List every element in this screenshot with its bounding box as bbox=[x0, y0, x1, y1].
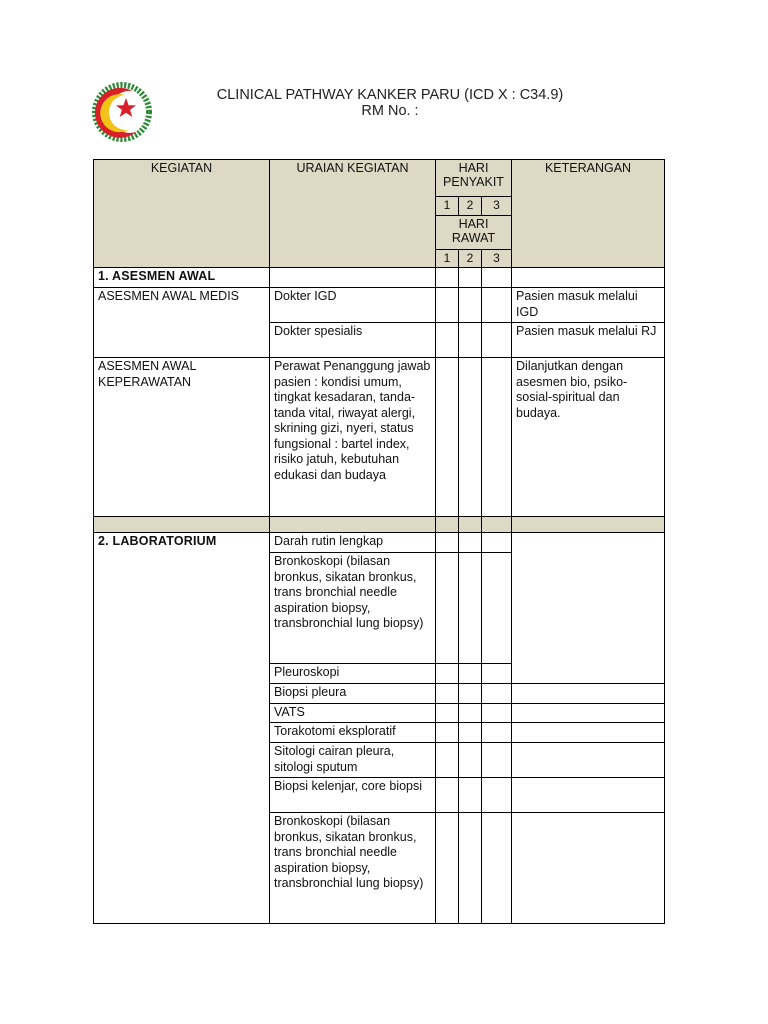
blank-cell bbox=[270, 268, 436, 288]
day-cell bbox=[436, 684, 459, 704]
separator-cell bbox=[436, 517, 459, 533]
keterangan-cell bbox=[512, 533, 665, 684]
penyakit-day-2: 2 bbox=[459, 197, 482, 216]
blank-cell bbox=[512, 268, 665, 288]
day-cell bbox=[436, 664, 459, 684]
header-hari-rawat: HARI RAWAT bbox=[436, 215, 512, 249]
day-cell bbox=[459, 533, 482, 553]
day-cell bbox=[459, 704, 482, 723]
day-cell bbox=[459, 553, 482, 664]
separator-cell bbox=[459, 517, 482, 533]
day-cell bbox=[436, 268, 459, 288]
hospital-logo-icon bbox=[92, 82, 152, 142]
section-asesmen-awal-title: 1. ASESMEN AWAL bbox=[94, 268, 270, 288]
day-cell bbox=[436, 553, 459, 664]
day-cell bbox=[482, 684, 512, 704]
day-cell bbox=[459, 778, 482, 813]
day-cell bbox=[482, 288, 512, 323]
day-cell bbox=[436, 323, 459, 358]
lab-item: Torakotomi eksploratif bbox=[270, 723, 436, 743]
lab-item: Bronkoskopi (bilasan bronkus, sikatan bronkus, trans bronchial needle aspiration biopsy, transbronchial lung biopsy) bbox=[270, 813, 436, 924]
day-cell bbox=[482, 268, 512, 288]
day-cell bbox=[459, 743, 482, 778]
clinical-pathway-table bbox=[93, 159, 665, 924]
title-line-2: RM No. : bbox=[361, 103, 419, 119]
document-title bbox=[190, 87, 590, 119]
separator-cell bbox=[270, 517, 436, 533]
lab-item: Bronkoskopi (bilasan bronkus, sikatan bronkus, trans bronchial needle aspiration biopsy, transbronchial lung biopsy) bbox=[270, 553, 436, 664]
day-cell bbox=[436, 533, 459, 553]
day-cell bbox=[436, 358, 459, 517]
day-cell bbox=[459, 268, 482, 288]
header-uraian-kegiatan: URAIAN KEGIATAN bbox=[270, 160, 436, 268]
day-cell bbox=[436, 743, 459, 778]
asesmen-medis-label: ASESMEN AWAL MEDIS bbox=[94, 288, 270, 358]
day-cell bbox=[459, 664, 482, 684]
keterangan-cell bbox=[512, 743, 665, 778]
keterangan-cell bbox=[512, 778, 665, 813]
lab-item: Biopsi kelenjar, core biopsi bbox=[270, 778, 436, 813]
penyakit-day-3: 3 bbox=[482, 197, 512, 216]
keterangan-cell: Pasien masuk melalui RJ bbox=[512, 323, 665, 358]
keterangan-cell bbox=[512, 684, 665, 704]
penyakit-day-1: 1 bbox=[436, 197, 459, 216]
rawat-day-3: 3 bbox=[482, 249, 512, 268]
day-cell bbox=[459, 813, 482, 924]
day-cell bbox=[482, 743, 512, 778]
day-cell bbox=[459, 358, 482, 517]
day-cell bbox=[482, 778, 512, 813]
day-cell bbox=[459, 684, 482, 704]
day-cell bbox=[482, 533, 512, 553]
day-cell bbox=[459, 288, 482, 323]
asesmen-keperawatan-label: ASESMEN AWAL KEPERAWATAN bbox=[94, 358, 270, 517]
rawat-day-1: 1 bbox=[436, 249, 459, 268]
keterangan-cell: Pasien masuk melalui IGD bbox=[512, 288, 665, 323]
day-cell bbox=[482, 723, 512, 743]
keterangan-cell bbox=[512, 723, 665, 743]
title-line-1: CLINICAL PATHWAY KANKER PARU (ICD X : C34.9) bbox=[216, 87, 564, 103]
lab-item: Darah rutin lengkap bbox=[270, 533, 436, 553]
day-cell bbox=[436, 704, 459, 723]
day-cell bbox=[436, 723, 459, 743]
header-kegiatan: KEGIATAN bbox=[94, 160, 270, 268]
day-cell bbox=[482, 553, 512, 664]
day-cell bbox=[482, 813, 512, 924]
rawat-day-2: 2 bbox=[459, 249, 482, 268]
uraian-cell: Dokter spesialis bbox=[270, 323, 436, 358]
keterangan-cell bbox=[512, 704, 665, 723]
day-cell bbox=[482, 664, 512, 684]
separator-cell bbox=[94, 517, 270, 533]
day-cell bbox=[459, 723, 482, 743]
separator-cell bbox=[482, 517, 512, 533]
day-cell bbox=[482, 323, 512, 358]
day-cell bbox=[482, 358, 512, 517]
day-cell bbox=[459, 323, 482, 358]
keterangan-cell bbox=[512, 813, 665, 924]
uraian-cell: Perawat Penanggung jawab pasien : kondisi umum, tingkat kesadaran, tanda-tanda vital, riwayat alergi, skrining gizi, nyeri, status fungsional : bartel index, risiko jatuh, kebutuhan edukasi dan budaya bbox=[270, 358, 436, 517]
day-cell bbox=[436, 778, 459, 813]
keterangan-cell: Dilanjutkan dengan asesmen bio, psiko-sosial-spiritual dan budaya. bbox=[512, 358, 665, 517]
lab-item: VATS bbox=[270, 704, 436, 723]
lab-item: Pleuroskopi bbox=[270, 664, 436, 684]
day-cell bbox=[436, 288, 459, 323]
lab-item: Biopsi pleura bbox=[270, 684, 436, 704]
lab-item: Sitologi cairan pleura, sitologi sputum bbox=[270, 743, 436, 778]
section-laboratorium-title: 2. LABORATORIUM bbox=[94, 533, 270, 924]
uraian-cell: Dokter IGD bbox=[270, 288, 436, 323]
day-cell bbox=[482, 704, 512, 723]
separator-cell bbox=[512, 517, 665, 533]
header-keterangan: KETERANGAN bbox=[512, 160, 665, 268]
day-cell bbox=[436, 813, 459, 924]
header-hari-penyakit: HARI PENYAKIT bbox=[436, 160, 512, 197]
